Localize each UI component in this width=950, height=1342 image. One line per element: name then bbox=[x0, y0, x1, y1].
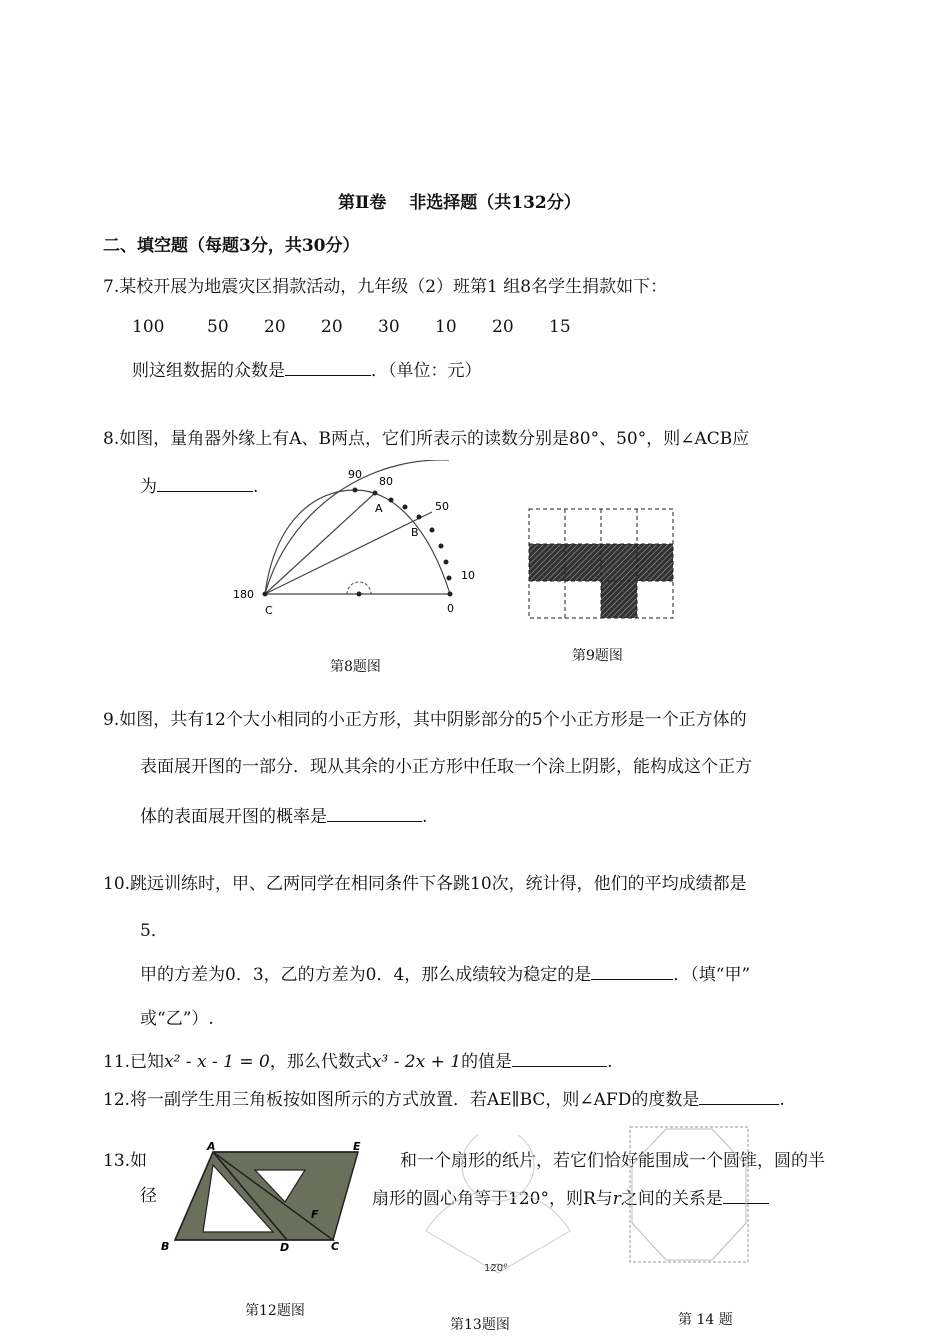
center-point bbox=[357, 592, 362, 597]
label-a: A bbox=[207, 1140, 216, 1153]
label-90: 90 bbox=[348, 468, 362, 481]
q10-prompt: 甲的方差为0．3，乙的方差为0．4，那么成绩较为稳定的是 bbox=[140, 965, 592, 985]
q8-period: . bbox=[253, 477, 259, 497]
q12-period: . bbox=[779, 1090, 785, 1110]
part-title: 二、填空题（每题3分，共30分） bbox=[103, 236, 360, 256]
tick-point bbox=[447, 576, 452, 581]
label-80: 80 bbox=[379, 475, 393, 488]
label-c: C bbox=[265, 604, 273, 617]
square-frame bbox=[630, 1127, 748, 1262]
label-f: F bbox=[311, 1208, 319, 1221]
q7-line1: 7.某校开展为地震灾区捐款活动，九年级（2）班第1 组8名学生捐款如下： bbox=[103, 277, 668, 297]
q12-line bbox=[103, 1086, 785, 1111]
q11-expression: x³ - 2x + 1 bbox=[371, 1052, 462, 1072]
q13-line1b: 和一个扇形的纸片，若它们恰好能围成一个圆锥，圆的半 bbox=[400, 1151, 825, 1171]
tick-point bbox=[353, 488, 358, 493]
donation: 15 bbox=[549, 317, 571, 337]
q13-line1a: 13.如 bbox=[103, 1151, 148, 1171]
fig13-caption: 第13题图 bbox=[450, 1317, 510, 1333]
protractor-arc bbox=[265, 490, 450, 594]
fig8-caption: 第8题图 bbox=[330, 659, 381, 675]
fig14-caption: 第 14 题 bbox=[678, 1312, 733, 1328]
q11-prefix: 11.已知 bbox=[103, 1052, 165, 1072]
fig9-caption: 第9题图 bbox=[572, 648, 623, 664]
q10-line3 bbox=[140, 961, 750, 986]
donation: 10 bbox=[435, 317, 457, 337]
tick-point bbox=[403, 505, 408, 510]
q7-unit: ．（单位：元） bbox=[371, 361, 482, 381]
q10-line1: 10.跳远训练时，甲、乙两同学在相同条件下各跳10次，统计得，他们的平均成绩都是 bbox=[103, 874, 747, 894]
label-50: 50 bbox=[435, 500, 449, 513]
q12-answer-blank[interactable] bbox=[699, 1086, 779, 1105]
octagon-figure bbox=[628, 1125, 752, 1265]
q11-suffix: 的值是 bbox=[461, 1052, 513, 1072]
protractor-figure bbox=[225, 460, 485, 620]
q10-line2: 5． bbox=[140, 921, 168, 941]
fig12-caption: 第12题图 bbox=[245, 1303, 305, 1319]
label-c: C bbox=[331, 1240, 340, 1253]
q13-line2a: 径 bbox=[140, 1186, 157, 1206]
q7-prompt: 则这组数据的众数是 bbox=[132, 361, 285, 381]
q10-hint: ．（填“甲” bbox=[673, 965, 751, 985]
label-a: A bbox=[375, 502, 383, 515]
label-b: B bbox=[161, 1240, 170, 1253]
donation: 50 bbox=[207, 317, 229, 337]
shaded-square bbox=[601, 581, 637, 618]
q8-prompt: 为 bbox=[140, 477, 157, 497]
label-b: B bbox=[411, 526, 419, 539]
donation: 20 bbox=[321, 317, 343, 337]
donation: 30 bbox=[378, 317, 400, 337]
q11-answer-blank[interactable] bbox=[512, 1048, 607, 1067]
q10-answer-blank[interactable] bbox=[591, 961, 673, 980]
q13-relation: 之间的关系是 bbox=[620, 1189, 723, 1209]
point-zero bbox=[448, 592, 453, 597]
q11-line bbox=[103, 1048, 612, 1073]
q7-answer-blank[interactable] bbox=[285, 357, 371, 376]
q9-prompt: 体的表面展开图的概率是 bbox=[140, 807, 327, 827]
q11-equation: x² - x - 1 = 0 bbox=[164, 1052, 270, 1072]
q8-line1: 8.如图，量角器外缘上有A、B两点，它们所表示的读数分别是80°、50°，则∠ACB应 bbox=[103, 429, 750, 449]
octagon bbox=[632, 1129, 746, 1260]
angle-label: 120° bbox=[484, 1263, 509, 1274]
label-10: 10 bbox=[461, 569, 475, 582]
point-a bbox=[373, 491, 378, 496]
base-circle bbox=[462, 1135, 534, 1201]
line-ca bbox=[265, 493, 375, 594]
point-b bbox=[430, 528, 435, 533]
section-title: 第Ⅱ卷 非选择题（共132分） bbox=[338, 193, 581, 213]
q13-prompt: 扇形的圆心角等于120°，则R与 bbox=[372, 1189, 613, 1209]
q9-answer-blank[interactable] bbox=[327, 803, 422, 822]
q9-line3 bbox=[140, 803, 427, 828]
q10-line4: 或“乙”）. bbox=[140, 1009, 214, 1029]
sector bbox=[426, 1190, 570, 1273]
q11-mid: ，那么代数式 bbox=[269, 1052, 372, 1072]
q11-period: . bbox=[607, 1052, 613, 1072]
q9-period: . bbox=[422, 807, 428, 827]
q7-donations bbox=[132, 316, 589, 338]
q9-line1: 9.如图，共有12个大小相同的小正方形，其中阴影部分的5个小正方形是一个正方体的 bbox=[103, 710, 747, 730]
cone-net-figure bbox=[420, 1135, 580, 1285]
point-c bbox=[263, 592, 268, 597]
label-0: 0 bbox=[447, 602, 454, 615]
tick-point bbox=[417, 515, 422, 520]
donation: 20 bbox=[264, 317, 286, 337]
tick-point bbox=[439, 544, 444, 549]
q7-line2 bbox=[132, 357, 482, 382]
label-d: D bbox=[280, 1241, 290, 1254]
tick-point bbox=[389, 498, 394, 503]
label-180: 180 bbox=[233, 588, 254, 601]
label-e: E bbox=[353, 1140, 361, 1153]
donation: 100 bbox=[132, 317, 165, 337]
triangle-rulers-figure bbox=[155, 1140, 370, 1255]
q12-prompt: 12.将一副学生用三角板按如图所示的方式放置．若AE∥BC，则∠AFD的度数是 bbox=[103, 1090, 700, 1110]
tick-point bbox=[444, 560, 449, 565]
cube-net-grid bbox=[525, 506, 677, 620]
q9-line2: 表面展开图的一部分．现从其余的小正方形中任取一个涂上阴影，能构成这个正方 bbox=[140, 757, 752, 777]
q13-r: r bbox=[612, 1189, 621, 1209]
donation: 20 bbox=[492, 317, 514, 337]
